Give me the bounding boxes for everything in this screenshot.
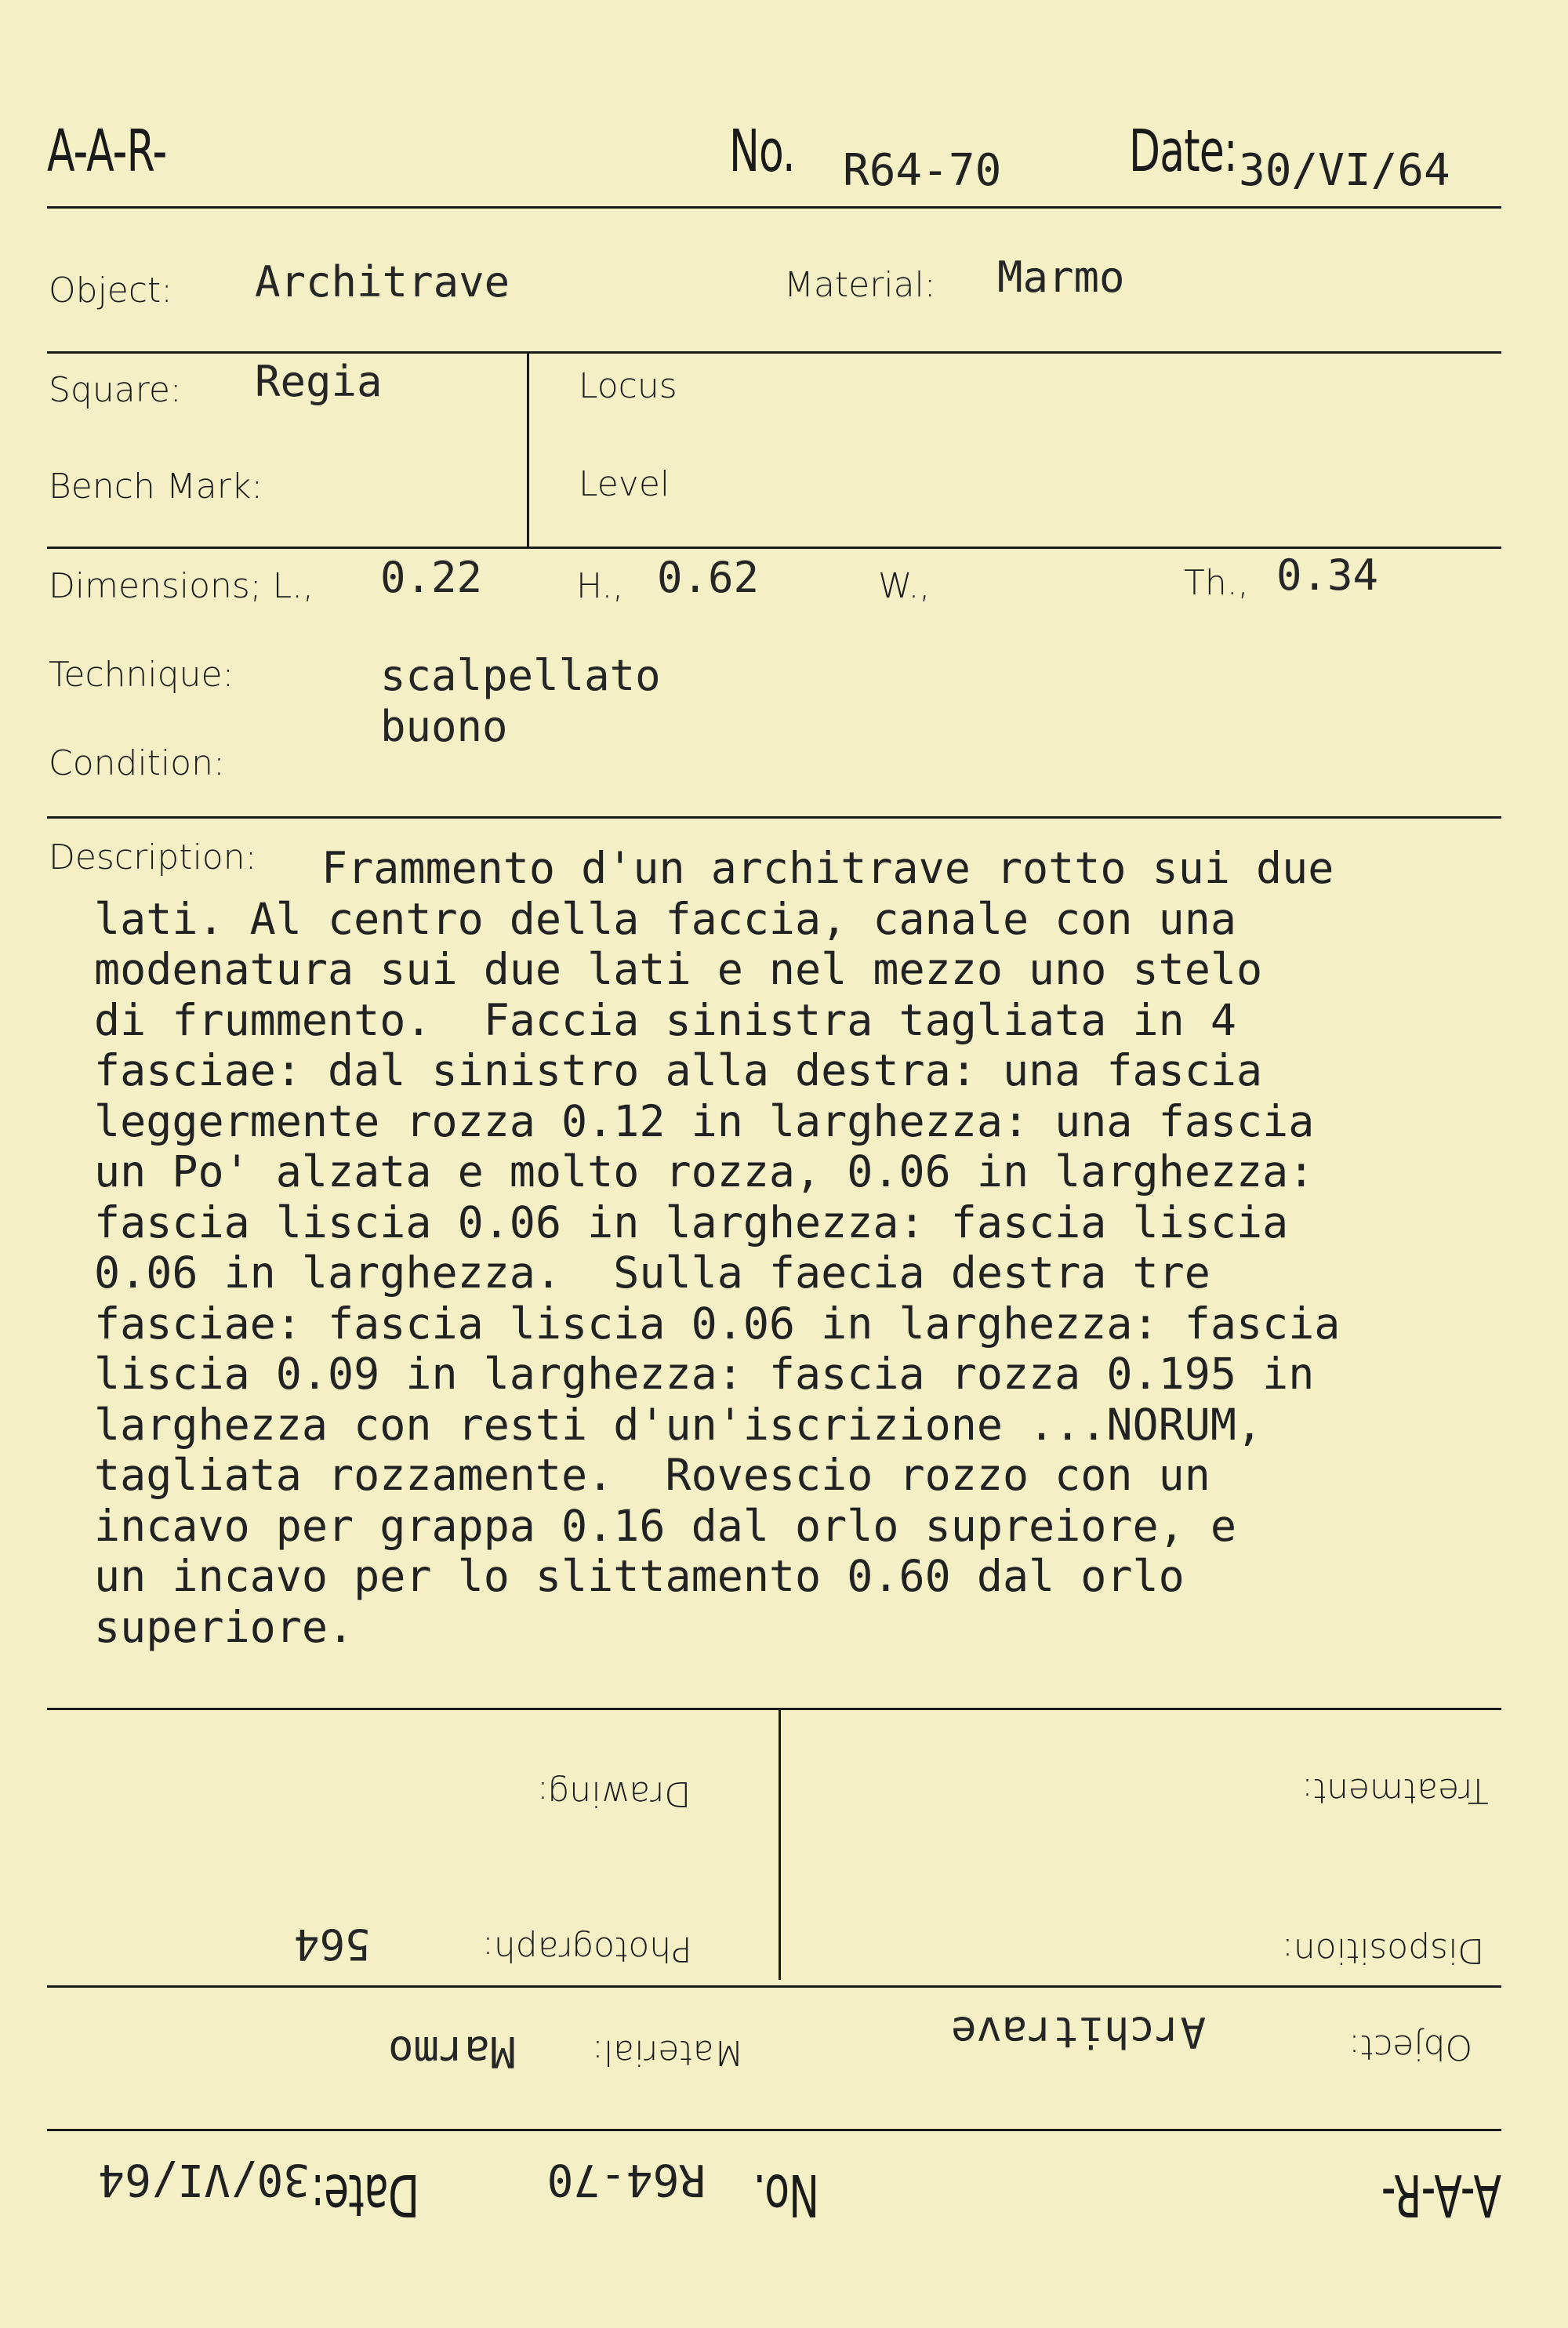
description-line: di frummento. Faccia sinistra tagliata in 4 — [94, 994, 1236, 1045]
number-value: R64-70 — [843, 145, 1002, 196]
description-line: lati. Al centro della faccia, canale con una — [94, 893, 1236, 944]
thickness-label: Th., — [1184, 563, 1249, 603]
divider — [47, 1708, 1501, 1710]
locus-label: Locus — [579, 366, 677, 406]
description-text — [94, 843, 1568, 1652]
description-line: tagliata rozzamente. Rovescio rozzo con un — [94, 1450, 1210, 1500]
footer-number-value: R64-70 — [546, 2154, 706, 2205]
footer-number-label: No. — [753, 2161, 819, 2228]
divider — [47, 1985, 1501, 1988]
footer-material-label: Material: — [592, 2032, 744, 2072]
photograph-label: Photograph: — [482, 1929, 692, 1969]
footer-header — [47, 2150, 1501, 2228]
number-label: No. — [729, 118, 795, 185]
condition-label: Condition: — [49, 743, 225, 783]
description-line: Frammento d'un architrave rotto sui due — [321, 843, 1334, 893]
description-line: incavo per grappa 0.16 dal orlo supreiore, e — [94, 1500, 1236, 1551]
footer-prefix: A-A-R- — [1381, 2161, 1501, 2228]
length-value: 0.22 — [380, 553, 483, 602]
footer-object-label: Object: — [1348, 2027, 1473, 2067]
description-line: fascia liscia 0.06 in larghezza: fascia liscia — [94, 1197, 1289, 1248]
bench-mark-label: Bench Mark: — [49, 467, 263, 507]
disposition-label: Disposition: — [1282, 1930, 1485, 1970]
square-label: Square: — [49, 370, 182, 410]
description-line: modenatura sui due lati e nel mezzo uno stelo — [94, 944, 1263, 994]
treatment-label: Treatment: — [1301, 1771, 1489, 1810]
divider — [47, 351, 1501, 354]
footer-material-value: Marmo — [388, 2027, 516, 2076]
description-line: liscia 0.09 in larghezza: fascia rozza 0.195 in — [94, 1349, 1315, 1399]
height-label: H., — [576, 566, 624, 606]
object-value: Architrave — [255, 257, 510, 307]
description-line: leggermente rozza 0.12 in larghezza: una fascia — [94, 1095, 1315, 1146]
description-line: larghezza con resti d'un'iscrizione ...NORUM, — [94, 1399, 1263, 1450]
square-value: Regia — [255, 357, 383, 406]
thickness-value: 0.34 — [1276, 550, 1379, 600]
technique-value: scalpellato — [380, 651, 661, 700]
dimensions-label: Dimensions; L., — [49, 566, 314, 606]
object-label: Object: — [49, 271, 173, 311]
drawing-label: Drawing: — [537, 1774, 691, 1814]
material-value: Marmo — [997, 252, 1125, 302]
divider — [47, 2129, 1501, 2131]
technique-label: Technique: — [49, 655, 234, 695]
divider — [47, 816, 1501, 819]
footer-object-value: Architrave — [951, 2007, 1207, 2057]
divider — [47, 206, 1501, 209]
description-line: un incavo per lo slittamento 0.60 dal orlo — [94, 1551, 1185, 1601]
level-label: Level — [579, 464, 670, 504]
description-line: un Po' alzata e molto rozza, 0.06 in larghezza: — [94, 1146, 1315, 1197]
condition-value: buono — [380, 702, 508, 751]
photograph-value: 564 — [294, 1919, 371, 1969]
description-line: fasciae: dal sinistro alla destra: una fascia — [94, 1045, 1263, 1095]
divider — [527, 353, 529, 547]
divider — [47, 547, 1501, 549]
description-line: superiore. — [94, 1601, 354, 1652]
footer-date-value: 30/VI/64 — [98, 2154, 310, 2205]
footer-date-label: Date: — [311, 2161, 419, 2228]
date-label: Date: — [1129, 118, 1237, 185]
material-label: Material: — [784, 265, 936, 305]
description-line: fasciae: fascia liscia 0.06 in larghezza: fascia — [94, 1298, 1341, 1349]
date-value: 30/VI/64 — [1239, 145, 1450, 196]
height-value: 0.62 — [657, 553, 760, 602]
divider — [779, 1709, 781, 1980]
width-label: W., — [878, 566, 931, 606]
description-label: Description: — [49, 837, 257, 877]
description-line: 0.06 in larghezza. Sulla faecia destra tre — [94, 1248, 1210, 1298]
card-prefix: A-A-R- — [47, 118, 167, 185]
